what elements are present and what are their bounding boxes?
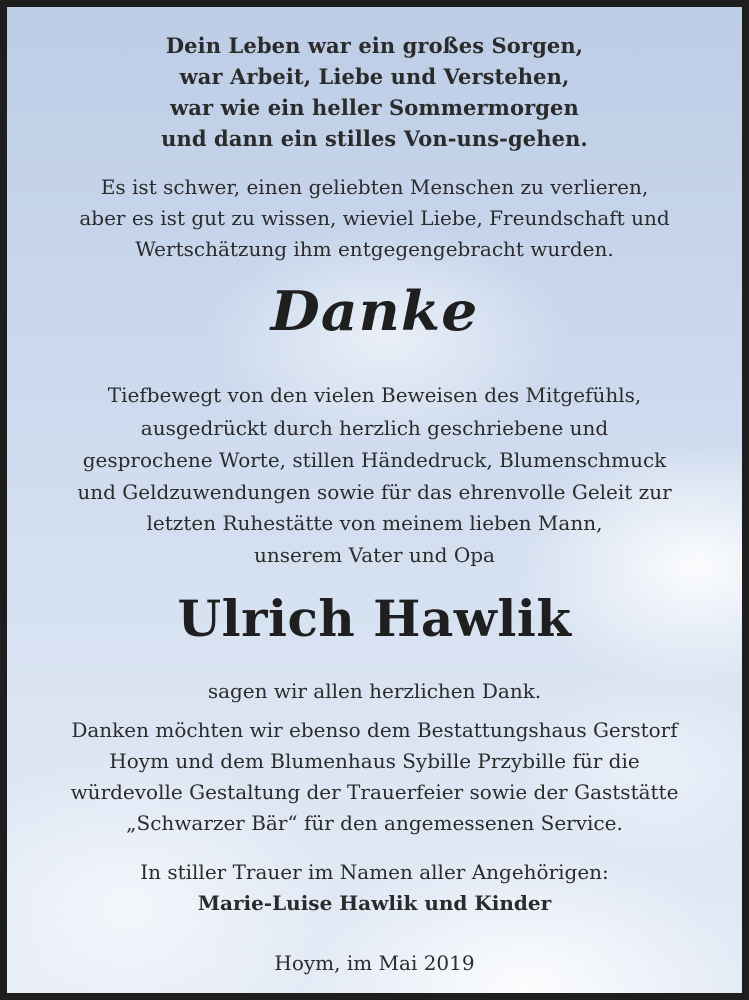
intro-line: Wertschätzung ihm entgegengebracht wurden. (135, 237, 614, 261)
special-thanks-line: „Schwarzer Bär“ für den angemessenen Service. (126, 811, 623, 835)
danke-heading: Danke (270, 279, 479, 343)
intro-line: aber es ist gut zu wissen, wieviel Liebe, Freundschaft und (79, 206, 670, 230)
mourning-line: In stiller Trauer im Namen aller Angehörigen: (140, 860, 609, 884)
thanks-line: und Geldzuwendungen sowie für das ehrenvolle Geleit zur (77, 480, 672, 504)
thanks-closing: sagen wir allen herzlichen Dank. (207, 679, 542, 703)
poem-line: und dann ein stilles Von-uns-gehen. (161, 126, 588, 151)
thanks-line: gesprochene Worte, stillen Händedruck, Blumenschmuck (82, 448, 667, 472)
signer: Marie-Luise Hawlik und Kinder (197, 891, 552, 915)
intro-line: Es ist schwer, einen geliebten Menschen zu verlieren, (100, 175, 649, 199)
place-date: Hoym, im Mai 2019 (274, 951, 475, 975)
poem-line: war wie ein heller Sommermorgen (170, 95, 579, 120)
thanks-line: Tiefbewegt von den vielen Beweisen des Mitgefühls, (107, 383, 642, 407)
deceased-name: Ulrich Hawlik (177, 589, 572, 648)
special-thanks-line: Hoym und dem Blumenhaus Sybille Przybille für die (109, 749, 640, 773)
poem-line: war Arbeit, Liebe und Verstehen, (179, 64, 570, 89)
thanks-line: letzten Ruhestätte von meinem lieben Mann, (146, 511, 603, 535)
thanks-line: ausgedrückt durch herzlich geschriebene und (140, 416, 609, 440)
thanks-line: unserem Vater und Opa (254, 543, 495, 567)
special-thanks-line: würdevolle Gestaltung der Trauerfeier sowie der Gaststätte (70, 780, 679, 804)
poem-line: Dein Leben war ein großes Sorgen, (165, 33, 584, 58)
special-thanks-line: Danken möchten wir ebenso dem Bestattungshaus Gerstorf (71, 718, 678, 742)
